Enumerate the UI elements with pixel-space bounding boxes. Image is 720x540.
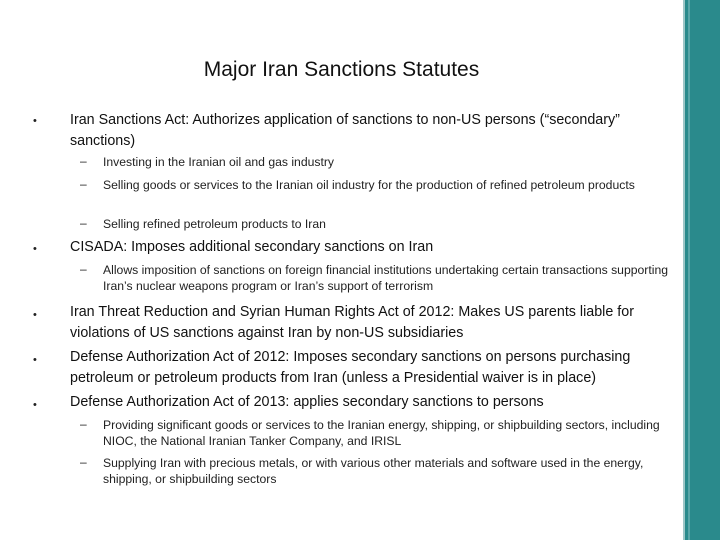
sub-item: Providing significant goods or services to the Iranian energy, shipping, or shipbuilding sectors, including NIOC, the National Iranian Tanker Company, and IRISL <box>103 418 660 448</box>
sub-item: Selling refined petroleum products to Iran <box>103 217 326 231</box>
bullet-icon: • <box>33 243 37 255</box>
list-item-iran-sanctions-act: Iran Sanctions Act: Authorizes application of sanctions to non-US persons (“secondary” sanctions) <box>70 112 620 149</box>
bullet-icon: • <box>33 354 37 366</box>
dash-icon: – <box>80 417 87 431</box>
bullet-icon: • <box>33 115 37 127</box>
sub-item: Investing in the Iranian oil and gas industry <box>103 155 335 169</box>
sub-item: Allows imposition of sanctions on foreign financial institutions undertaking certain transactions supporting Iran’s nuclear weapons program or Iran’s support of terrorism <box>103 263 668 293</box>
dash-icon: – <box>80 177 87 191</box>
list-item-nda-2012: Defense Authorization Act of 2012: Imposes secondary sanctions on persons purchasing petroleum or petroleum products from Iran (unless a Presidential waiver is in place) <box>70 349 631 386</box>
dash-icon: – <box>80 262 87 276</box>
dash-icon: – <box>80 455 87 469</box>
dash-icon: – <box>80 154 87 168</box>
side-accent-bar <box>683 0 720 540</box>
sub-item: Supplying Iran with precious metals, or with various other materials and software used in the energy, shipping, or shipbuilding sectors <box>103 456 644 486</box>
dash-icon: – <box>80 216 87 230</box>
slide-title: Major Iran Sanctions Statutes <box>203 58 480 81</box>
bullet-icon: • <box>33 309 37 321</box>
bullet-icon: • <box>33 399 37 411</box>
list-item-itr-act: Iran Threat Reduction and Syrian Human Rights Act of 2012: Makes US parents liable for violations of US sanctions against Iran by non-US subsidiaries <box>70 304 634 341</box>
list-item-cisada: CISADA: Imposes additional secondary sanctions on Iran <box>70 239 434 255</box>
sub-item: Selling goods or services to the Iranian oil industry for the production of refined petroleum products <box>103 178 635 192</box>
list-item-nda-2013: Defense Authorization Act of 2013: applies secondary sanctions to persons <box>70 394 544 410</box>
